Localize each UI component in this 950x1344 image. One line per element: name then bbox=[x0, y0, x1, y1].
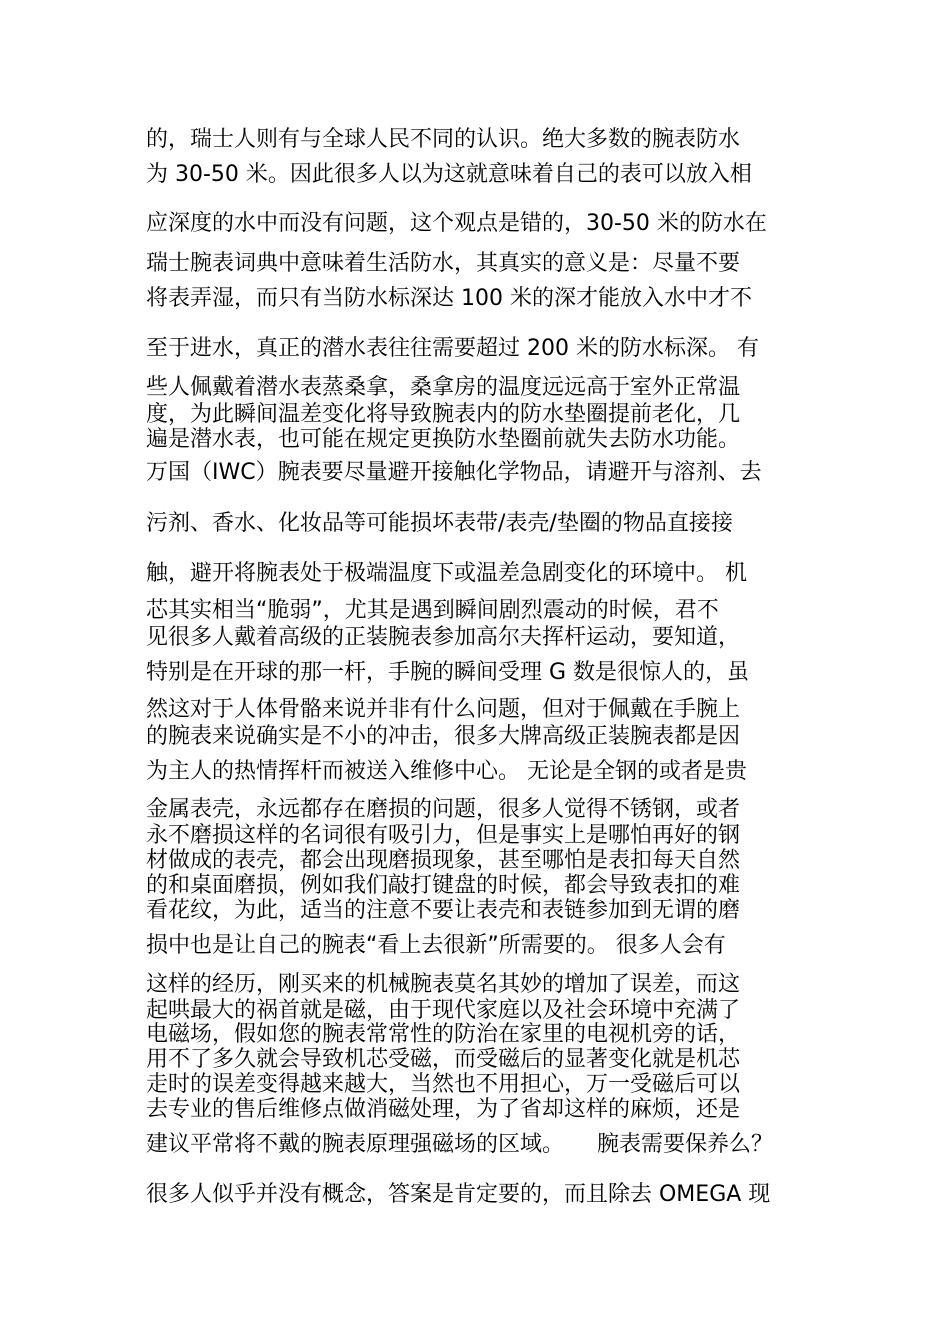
text-line: 的和桌面磨损，例如我们敲打键盘的时候，都会导致表扣的难 bbox=[146, 873, 741, 898]
text-line: 永不磨损这样的名词很有吸引力，但是事实上是哪怕再好的钢 bbox=[146, 823, 741, 848]
text-line: 为主人的热情挥杆而被送入维修中心。 无论是全钢的或者是贵 bbox=[146, 759, 747, 784]
text-line: 触，避开将腕表处于极端温度下或温差急剧变化的环境中。 机 bbox=[146, 561, 747, 586]
text-line: 起哄最大的祸首就是磁，由于现代家庭以及社会环境中充满了 bbox=[146, 998, 741, 1023]
text-line: 电磁场，假如您的腕表常常性的防治在家里的电视机旁的话， bbox=[146, 1022, 741, 1047]
text-line: 为 30-50 米。因此很多人以为这就意味着自己的表可以放入相 bbox=[146, 162, 752, 187]
text-line: 这样的经历，刚买来的机械腕表莫名其妙的增加了误差，而这 bbox=[146, 972, 741, 997]
text-line: 遍是潜水表，也可能在规定更换防水垫圈前就失去防水功能。 bbox=[146, 427, 741, 452]
text-line: 些人佩戴着潜水表蒸桑拿，桑拿房的温度远远高于室外正常温 bbox=[146, 375, 741, 400]
text-line: 损中也是让自己的腕表“看上去很新”所需要的。 很多人会有 bbox=[146, 933, 726, 958]
text-line: 金属表壳，永远都存在磨损的问题，很多人觉得不锈钢，或者 bbox=[146, 797, 741, 822]
text-line: 将表弄湿，而只有当防水标深达 100 米的深才能放入水中才不 bbox=[146, 286, 752, 311]
text-line: 应深度的水中而没有问题，这个观点是错的，30-50 米的防水在 bbox=[146, 211, 767, 236]
text-line: 瑞士腕表词典中意味着生活防水，其真实的意义是：尽量不要 bbox=[146, 251, 741, 276]
text-line: 看花纹，为此，适当的注意不要让表壳和表链参加到无谓的磨 bbox=[146, 898, 741, 923]
text-line: 芯其实相当“脆弱”，尤其是遇到瞬间剧烈震动的时候，君不 bbox=[146, 598, 719, 623]
text-line: 建议平常将不戴的腕表原理强磁场的区域。 腕表需要保养么？ bbox=[146, 1132, 774, 1157]
text-line: 的腕表来说确实是不小的冲击，很多大牌高级正装腕表都是因 bbox=[146, 724, 741, 749]
text-line: 走时的误差变得越来越大，当然也不用担心，万一受磁后可以 bbox=[146, 1072, 741, 1097]
text-line: 然这对于人体骨骼来说并非有什么问题，但对于佩戴在手腕上 bbox=[146, 697, 741, 722]
text-line: 污剂、香水、化妆品等可能损坏表带/表壳/垫圈的物品直接接 bbox=[146, 511, 733, 536]
text-line: 用不了多久就会导致机芯受磁，而受磁后的显著变化就是机芯 bbox=[146, 1047, 741, 1072]
text-line: 去专业的售后维修点做消磁处理，为了省却这样的麻烦，还是 bbox=[146, 1097, 741, 1122]
text-line: 很多人似乎并没有概念，答案是肯定要的，而且除去 OMEGA 现 bbox=[146, 1182, 771, 1207]
text-line: 至于进水，真正的潜水表往往需要超过 200 米的防水标深。 有 bbox=[146, 336, 759, 361]
text-line: 特别是在开球的那一杆，手腕的瞬间受理 G 数是很惊人的，虽 bbox=[146, 660, 750, 685]
text-line: 度，为此瞬间温差变化将导致腕表内的防水垫圈提前老化，几 bbox=[146, 402, 741, 427]
text-line: 的，瑞士人则有与全球人民不同的认识。绝大多数的腕表防水 bbox=[146, 127, 741, 152]
text-line: 见很多人戴着高级的正装腕表参加高尔夫挥杆运动，要知道， bbox=[146, 625, 741, 650]
text-line: 材做成的表壳，都会出现磨损现象，甚至哪怕是表扣每天自然 bbox=[146, 848, 741, 873]
text-line: 万国（IWC）腕表要尽量避开接触化学物品，请避开与溶剂、去 bbox=[146, 460, 762, 485]
